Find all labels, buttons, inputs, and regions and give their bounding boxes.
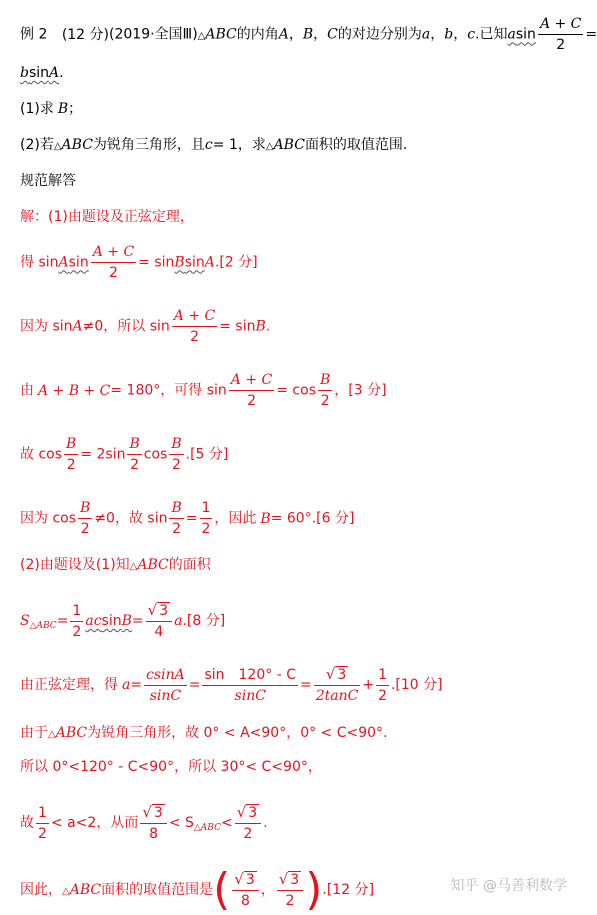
solution-line-13: 因此，△ABC面积的取值范围是( $\frac{√ 3}{8}$ ， $\frac{√ 3}{2}$ ).[12 分]: [20, 864, 375, 915]
squiggle-a: asin: [507, 26, 536, 43]
solution-line-12: 故 $\frac{1}{2}$ < a<2，从而 $\frac{√ 3}{8}$ < $S_{\triangle ABC}<$ $\frac{√ 3}{2}$ .: [20, 803, 268, 842]
solution-line-3: 因为 sinA≠0，所以 sin $\frac{A + C}{2}$ = sinB.: [20, 308, 271, 345]
example-label: 例 2: [20, 26, 48, 43]
solution-line-6: 因为 cos $\frac{B}{2}$ ≠0，故 sin $\frac{B}{2}$ = $\frac{1}{2}$ ，因此 B= 60°.[6 分]: [20, 500, 355, 537]
solution-line-2: 得 sinAsin $\frac{A + C}{2}$ = sinBsinA.[2 分]: [20, 244, 258, 281]
solution-line-8: $S_{\triangle ABC}=$ $\frac{1}{2}$ acsinB= $\frac{√ 3}{4}$ a.[8 分]: [20, 601, 226, 640]
solution-line-1: 解：(1)由题设及正弦定理，: [20, 209, 194, 225]
watermark: 知乎 @马善利数学: [450, 878, 567, 894]
problem-part-2: (2)若△ABC为锐角三角形，且c= 1，求△ABC面积的取值范围.: [20, 137, 408, 153]
solution-line-10: 由于△ABC为锐角三角形，故 0° < A<90°，0° < C<90°.: [20, 725, 388, 741]
solution-line-5: 故 cos $\frac{B}{2}$ = 2sin $\frac{B}{2}$ cos $\frac{B}{2}$ .[5 分]: [20, 436, 229, 473]
fraction: $\frac{A + C}{2}$: [539, 16, 582, 53]
solution-line-11: 所以 0°<120° - C<90°，所以 30°< C<90°，: [20, 759, 322, 775]
solution-heading: 规范解答: [20, 173, 76, 189]
problem-part-1: (1)求 B；: [20, 101, 83, 117]
problem-line-2: bsinA.: [20, 65, 64, 81]
solution-line-9: 由正弦定理，得 a= $\frac{csinA}{\sin C}$ = $\frac{\sin 120^\circ - C}{\sin C}$ = $\frac{√ 3}{2\tan C}$ + $\frac{1}{2}$ .[10 分]: [20, 665, 443, 704]
solution-line-7: (2)由题设及(1)知△ABC的面积: [20, 557, 211, 573]
solution-line-4: 由 A + B + C= 180°，可得 sin $\frac{A + C}{2}$ = cos $\frac{B}{2}$ ，[3 分]: [20, 372, 387, 409]
problem-line-1: 例 2 (12 分)(2019·全国Ⅲ)△ABC的内角A，B，C的对边分别为a，b，c.已知asin $\frac{A + C}{2}$ =: [20, 16, 597, 53]
